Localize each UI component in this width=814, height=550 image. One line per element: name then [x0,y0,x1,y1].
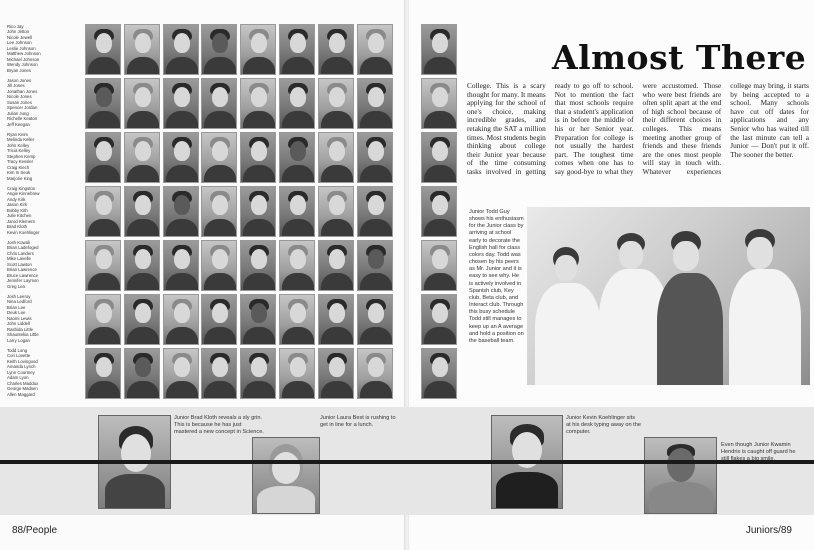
student-name: Josh Kowali [7,240,30,245]
student-name: Bruce Lawrence [7,272,39,278]
student-name: John Liddell [7,321,30,327]
student-portrait [240,294,276,345]
student-portrait [421,132,457,183]
portrait-grid [85,24,395,400]
student-name: Jill Jones [7,83,25,89]
student-portrait [421,186,457,237]
student-portrait [85,294,121,345]
caption-todd-guy: Junior Todd Guy shows his enthusiasm for the Junior class by arriving at school early to decorate the English hall for class colors day. Todd was chosen by his peers as Mr. Junior and it is easy to see why. He is actively involved in Spanish club, Key club, Beta club, and Interact club. Through this busy schedule Todd still manages to keep up an A average and hold a position on the baseball team. [469,209,524,344]
student-portrait [201,132,237,183]
student-name: Kevin Koehlinger [7,229,40,235]
student-name: Rico Jay [7,24,24,29]
student-name: Brad Kloth [7,224,28,230]
student-portrait [357,78,393,129]
student-portrait [318,294,354,345]
student-name: Susan Jones [7,99,32,105]
article-body: College. This is a scary thought for many. It means applying for the school of one's choice, making incredible grades, and retaking the SAT a million times. Most students begin thinking about college their Junior year because of the time consuming tasks involved in getting ready to go off to school. Not to mention the fact that most schools require that a student's application is in before the middle of his or her Senior year. Preparation for college is not usually the hardest part. The toughest time comes when one has to say good-bye to what they were accustomed. Those who were best friends are often split apart at the end of high school because of their different choices in colleges. This means meeting another group of friends and these friends are the ones most people will stay in touch with. Whatever experiences college may bring, it starts by being accepted to a school. Many schools have cut off dates for applications and any Senior who has waited till the last minute can tell a Junior — Don't put it off. The sooner the better. [467,81,809,176]
student-name: Josh Leeroy [7,294,31,299]
student-portrait [240,240,276,291]
student-portrait [240,132,276,183]
student-portrait [163,186,199,237]
student-name: Julian Jung [7,110,29,116]
photo-laura-best [252,437,320,514]
student-name: Melinda Keller [7,137,35,143]
student-name: Brian Ladefoged [7,245,39,251]
student-name: Amanda Lynch [7,364,36,370]
student-portrait [279,348,315,399]
student-portrait [240,78,276,129]
student-name: Brian Lawrence [7,267,37,273]
folio-left: 88/People [12,525,58,536]
name-group [7,24,85,73]
student-portrait [421,348,457,399]
student-portrait [85,348,121,399]
student-portrait [279,294,315,345]
student-portrait [279,186,315,237]
student-portrait [357,186,393,237]
student-name: Angie Kinnebrew [7,191,40,197]
student-portrait [201,294,237,345]
student-portrait [240,348,276,399]
student-portrait [124,186,160,237]
student-portrait [124,294,160,345]
student-name: Richelle Keaton [7,116,38,122]
photo-kwamin-hendrix [644,437,717,514]
article-headline: Almost There [552,38,807,77]
student-portrait [85,78,121,129]
student-name: Jarod Klement [7,218,35,224]
student-portrait [163,348,199,399]
student-name: Chris Landers [7,250,34,256]
student-name: Nicole Jewell [7,34,33,40]
student-portrait [318,78,354,129]
student-portrait [124,78,160,129]
student-name: Deuk Lee [7,310,26,316]
student-name: John Jetton [7,29,30,35]
student-portrait [124,24,160,75]
student-portrait [279,24,315,75]
right-portrait-column [421,24,457,402]
student-name: Scott Lawton [7,261,32,267]
student-portrait [85,240,121,291]
student-name: Craig Kiech [7,164,30,170]
student-portrait [318,132,354,183]
student-name: Cori Lovette [7,353,31,359]
student-name: Allen Maggard [7,391,35,397]
student-name: Naomi Lewis [7,315,32,321]
student-portrait [163,78,199,129]
student-name: Lee Johnson [7,40,32,46]
student-portrait [85,186,121,237]
student-portrait [201,24,237,75]
caption-brad-kloth: Junior Brad Kloth reveals a sly grin. This is because he has just mastered a new concept in Science. [174,415,264,436]
student-portrait [124,348,160,399]
student-name: Ryan Keim [7,132,29,137]
folio-right: Juniors/89 [745,525,792,536]
student-name: George Madsen [7,386,38,392]
student-name: Bobby Kith [7,207,28,213]
name-group [7,348,85,397]
student-portrait [163,294,199,345]
student-portrait [201,78,237,129]
student-name: Shauntekia Little [7,332,39,338]
student-name: Craig Kingston [7,186,36,191]
student-name: Kim In Seok [7,170,31,176]
student-name: Jason Kirk [7,202,28,208]
caption-kevin-koehlinger: Junior Kevin Koehlinger sits at his desk typing away on the computer. [566,415,641,436]
student-name: Lynn Courtney [7,369,35,375]
student-name: Matthew Johnson [7,51,41,57]
name-group [7,132,85,181]
student-name: Jason Jones [7,78,32,83]
student-portrait [357,240,393,291]
student-name: Brian Lee [7,304,26,310]
student-portrait [279,78,315,129]
student-name: John Kelley [7,142,30,148]
name-group [7,186,85,235]
student-portrait [124,132,160,183]
student-name: Tracy Kessler [7,159,34,165]
student-portrait [318,240,354,291]
student-name: Michael Johnson [7,56,40,62]
student-portrait [279,132,315,183]
student-name: Greg Lea [7,283,25,289]
student-name: Andy Kirk [7,196,26,202]
student-portrait [124,240,160,291]
student-portrait [357,132,393,183]
student-portrait [357,348,393,399]
student-name: Bryan Jones [7,67,31,73]
student-portrait [421,240,457,291]
caption-kwamin-hendrix: Even though Junior Kwamin Hendrix is caught off guard he [721,442,796,456]
student-portrait [240,24,276,75]
student-portrait [318,186,354,237]
student-portrait [163,240,199,291]
student-name: Keith Lovingood [7,358,38,364]
name-group [7,294,85,343]
student-portrait [201,240,237,291]
student-portrait [163,132,199,183]
student-name: Todd Long [7,348,28,353]
student-name: Adam Lyon [7,375,29,381]
student-name: Tricia Kelley [7,148,31,154]
student-name: Leslie Johnson [7,45,36,51]
student-name: Charles Maddux [7,380,39,386]
student-name: Spencer Jordan [7,105,38,111]
student-portrait [357,24,393,75]
student-portrait [318,348,354,399]
student-name: Mike Lavelle [7,256,31,262]
student-portrait [201,348,237,399]
student-name: Wendy Johnson [7,62,38,68]
caption-laura-best: Junior Laura Best is rushing to get in line for a lunch. [320,415,396,429]
student-portrait [85,24,121,75]
student-portrait [318,24,354,75]
name-group [7,240,85,289]
group-photo [527,207,810,385]
student-name: Nina Ledford [7,299,32,305]
student-portrait [421,24,457,75]
band-rule [0,460,814,464]
student-name: Rashida Little [7,326,34,332]
student-portrait [163,24,199,75]
student-portrait [85,132,121,183]
student-portrait [279,240,315,291]
student-portrait [357,294,393,345]
student-name: Stephen Kemp [7,153,36,159]
student-name: Jeff Keegan [7,121,30,127]
name-group [7,78,85,127]
student-name: Jennifer Laymon [7,278,39,284]
student-name: Jonathan Jones [7,88,38,94]
student-name: Larry Logan [7,337,30,343]
student-portrait [421,78,457,129]
student-name: Marjorie King [7,175,33,181]
student-name: Nicole Jones [7,94,32,100]
student-portrait [201,186,237,237]
student-name: Julie Kitchen [7,213,32,219]
student-portrait [240,186,276,237]
student-portrait [421,294,457,345]
